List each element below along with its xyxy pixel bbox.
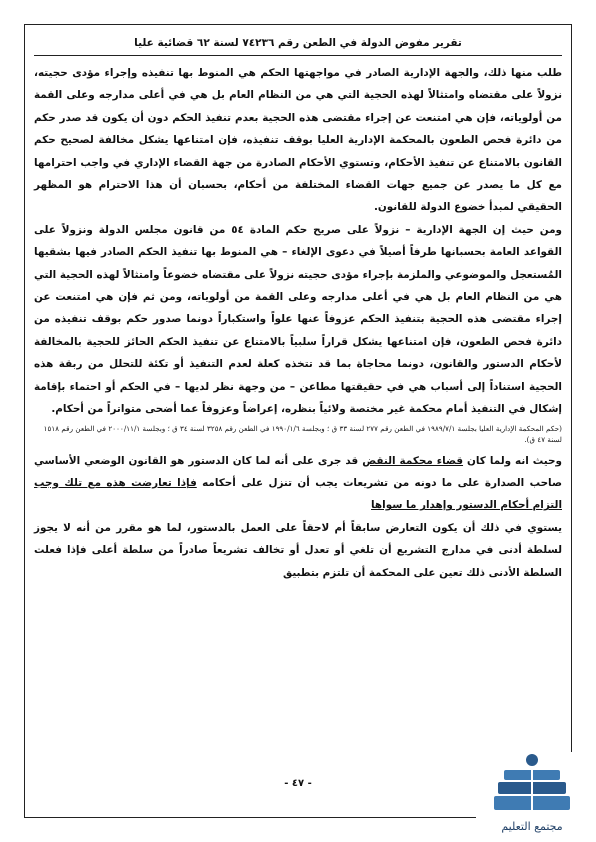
underlined-principle: فإذا تعارضت هذه مع تلك وجب التزام أحكام الدستور وإهدار ما سواها [34, 476, 562, 512]
paragraph-3 [34, 450, 562, 517]
paragraph-4: يستوي في ذلك أن يكون التعارض سابقاً أم لاحقاً على العمل بالدستور، لما هو مقرر من أنه لا يجوز لسلطة أدنى في مدارج التشريع أن تلغي أو تعدل أو تخالف تشريعاً صادراً من سلطة أعلى فإذا فعلت السلطة الأدنى ذلك تعين على المحكمة أن تلتزم بتطبيق [34, 521, 562, 579]
document-body [34, 62, 562, 584]
header-divider [34, 55, 562, 56]
paragraph-2: ومن حيث إن الجهة الإدارية – نزولاً على صريح حكم المادة ٥٤ من قانون مجلس الدولة ونزولاً على القواعد العامة بحسبانها طرفاً أصيلاً في دعوى الإلغاء – هي المنوط بها تنفيذ الحكم الصادر فيها بشقيها المُستعجل والموضوعي والملزمة بإجراء مؤدى حجيته نزولاً على مقتضاه خضوعاً وامتثالاً لهذه الحجية التي هي من النظام العام بل هي في أعلى مدارجه وعلى القمة من أولوياته، ومن ثم فإن هي امتنعت عن إجراء مقتضى هذه الحجية بتنفيذ الحكم عزوفاً عنها علواً واستكباراً دونما صدور حكم بوقف تنفيذه من دائرة فحص الطعون، فإن امتناعها يشكل قراراً سلبياً بالامتناع عن تنفيذ الحكم الحائز للحجية بالمخالفة لأحكام الدستور والقانون، دونما محاجاة بما قد تتخذه كعلة لعدم التنفيذ أو تكئة للتحلل من ربقة هذه الحجية استناداً إلى أسباب هي في حقيقتها مطاعن – من وجهة نظر لديها – في الحكم أو احتماء بإقامة إشكال في التنفيذ أمام محكمة غير مختصة ولائياً بنظره، إعراضاً وعزوفاً عما أضحى متواتراً من أحكام. [34, 223, 562, 416]
page-header: تقرير مفوض الدولة في الطعن رقم ٧٤٢٣٦ لسنة ٦٢ قضائية عليا [134, 37, 462, 49]
underlined-court-name: قضاء محكمة النقض [362, 454, 464, 467]
paragraph-1: طلب منها ذلك، والجهة الإدارية الصادر في مواجهتها الحكم هي المنوط بها تنفيذه وإجراء مؤدى حجيته، نزولاً على مقتضاه وامتثالاً لهذه الحجية التي هي من النظام العام بل هي في أعلى مدارجه وعلى القمة من أولوياته، فإن هي امتنعت عن إجراء مقتضى هذه الحجية بعدم تنفيذ الحكم دون أن يكون قد صدر حكم من دائرة فحص الطعون بالمحكمة الإدارية العليا بوقف تنفيذه، فإن امتناعها يشكل مخالفة لصحيح حكم القانون بالامتناع عن تنفيذ الأحكام، وتستوي الأحكام الصادرة من جهة القضاء الإداري في واجب احترامها مع كل ما يصدر عن جميع جهات القضاء المختلفة من أحكام، بحسبان أن هذا الاحترام هو المظهر الحقيقي لمبدأ خضوع الدولة للقانون. [34, 67, 562, 214]
site-watermark [476, 752, 588, 838]
case-citation: (حكم المحكمة الإدارية العليا بجلسة ١٩٨٩/٧/١ في الطعن رقم ٢٧٧ لسنة ٣٣ ق ؛ وبجلسة ١٩٩٠/١/٦ في الطعن رقم ٣٢٥٨ لسنة ٣٤ ق ؛ وبجلسة ٢٠٠٠/١١/١ في الطعن رقم ١٥١٨ لسنة ٤٧ ق). [43, 423, 562, 444]
paragraph-3-lead: وحيث انه ولما كان [463, 454, 562, 467]
watermark-text: مجتمع التعليم [501, 820, 563, 833]
page-number: - ٤٧ - [284, 778, 312, 789]
book-stack-icon [476, 752, 588, 818]
paragraph-3-body: قد جرى على أنه لما كان الدستور هو القانون الوضعي الأساسي صاحب الصدارة على ما دونه من تشريعات يجب أن تنزل على أحكامه [34, 454, 562, 489]
